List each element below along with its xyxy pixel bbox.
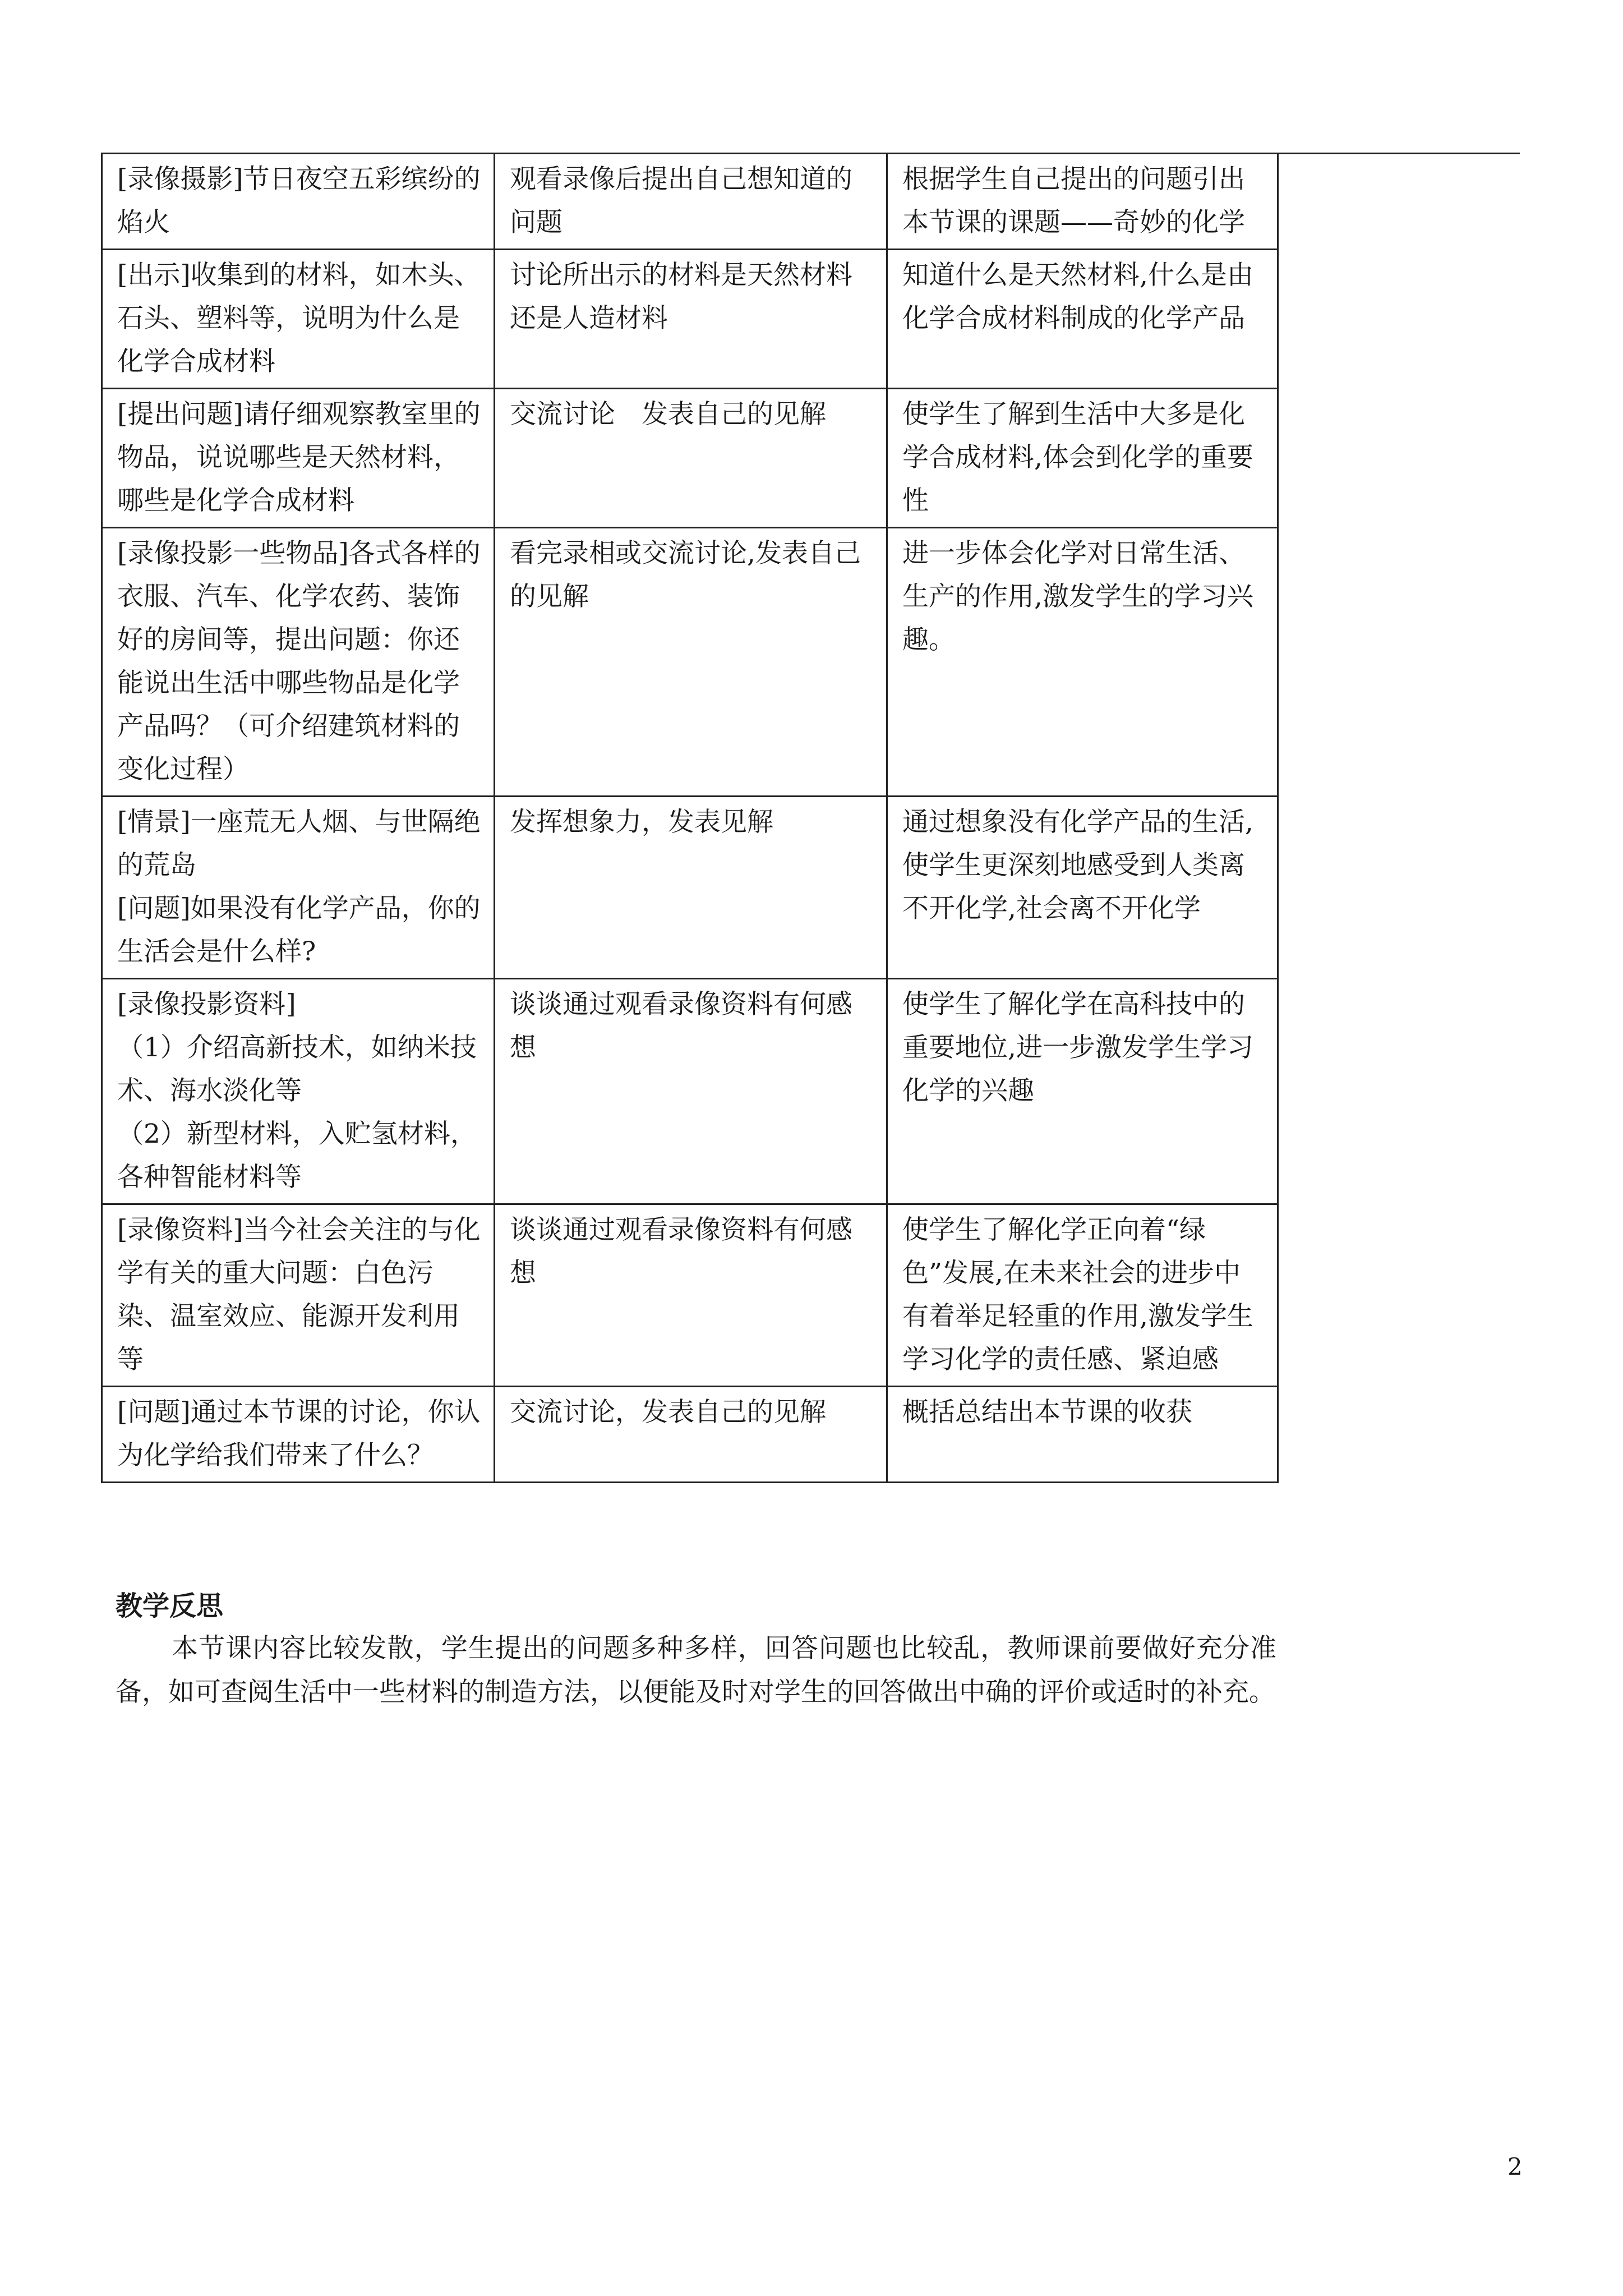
table-row: [102, 979, 1278, 1204]
design-intent-cell: 根据学生自己提出的问题引出本节课的课题——奇妙的化学: [887, 154, 1278, 250]
teacher-activity-cell: [提出问题]请仔细观察教室里的物品，说说哪些是天然材料，哪些是化学合成材料: [102, 389, 495, 528]
design-intent-cell: 知道什么是天然材料,什么是由化学合成材料制成的化学产品: [887, 250, 1278, 389]
teacher-activity-cell: [录像投影资料] （1）介绍高新技术，如纳米技术、海水淡化等 （2）新型材料，入贮氢材料，各种智能材料等: [102, 979, 495, 1204]
table-row: [102, 1204, 1278, 1387]
student-activity-cell: 看完录相或交流讨论,发表自己的见解: [495, 528, 887, 797]
teacher-activity-cell: [录像投影一些物品]各式各样的衣服、汽车、化学农药、装饰好的房间等，提出问题：你还能说出生活中哪些物品是化学产品吗？（可介绍建筑材料的变化过程）: [102, 528, 495, 797]
page-number: 2: [1507, 2153, 1523, 2180]
teacher-activity-cell: [问题]通过本节课的讨论，你认为化学给我们带来了什么？: [102, 1387, 495, 1483]
student-activity-cell: 谈谈通过观看录像资料有何感想: [495, 979, 887, 1204]
student-activity-cell: 观看录像后提出自己想知道的问题: [495, 154, 887, 250]
design-intent-cell: 使学生了解化学在高科技中的重要地位,进一步激发学生学习化学的兴趣: [887, 979, 1278, 1204]
table-row: [102, 389, 1278, 528]
teacher-activity-cell: [录像资料]当今社会关注的与化学有关的重大问题：白色污染、温室效应、能源开发利用等: [102, 1204, 495, 1387]
design-intent-cell: 进一步体会化学对日常生活、生产的作用,激发学生的学习兴趣。: [887, 528, 1278, 797]
student-activity-cell: 谈谈通过观看录像资料有何感想: [495, 1204, 887, 1387]
lesson-table: [101, 153, 1279, 1483]
student-activity-cell: 发挥想象力，发表见解: [495, 797, 887, 979]
student-activity-cell: 交流讨论 发表自己的见解: [495, 389, 887, 528]
design-intent-cell: 使学生了解到生活中大多是化学合成材料,体会到化学的重要性: [887, 389, 1278, 528]
design-intent-cell: 通过想象没有化学产品的生活,使学生更深刻地感受到人类离不开化学,社会离不开化学: [887, 797, 1278, 979]
table-row: [102, 250, 1278, 389]
teacher-activity-cell: [出示]收集到的材料，如木头、石头、塑料等，说明为什么是化学合成材料: [102, 250, 495, 389]
design-intent-cell: 使学生了解化学正向着“绿色”发展,在未来社会的进步中有着举足轻重的作用,激发学生学习化学的责任感、紧迫感: [887, 1204, 1278, 1387]
student-activity-cell: 讨论所出示的材料是天然材料还是人造材料: [495, 250, 887, 389]
table-row: [102, 154, 1278, 250]
student-activity-cell: 交流讨论，发表自己的见解: [495, 1387, 887, 1483]
reflection-heading: 教学反思: [116, 1590, 224, 1622]
design-intent-cell: 概括总结出本节课的收获: [887, 1387, 1278, 1483]
table-row: [102, 1387, 1278, 1483]
table-row: [102, 528, 1278, 797]
teacher-activity-cell: [录像摄影]节日夜空五彩缤纷的焰火: [102, 154, 495, 250]
reflection-paragraph: 本节课内容比较发散，学生提出的问题多种多样，回答问题也比较乱，教师课前要做好充分准备，如可查阅生活中一些材料的制造方法，以便能及时对学生的回答做出中确的评价或适时的补充。: [116, 1633, 1276, 1708]
lesson-table-body: [102, 154, 1278, 1483]
teacher-activity-cell: [情景]一座荒无人烟、与世隔绝的荒岛 [问题]如果没有化学产品，你的生活会是什么样?: [102, 797, 495, 979]
table-row: [102, 797, 1278, 979]
